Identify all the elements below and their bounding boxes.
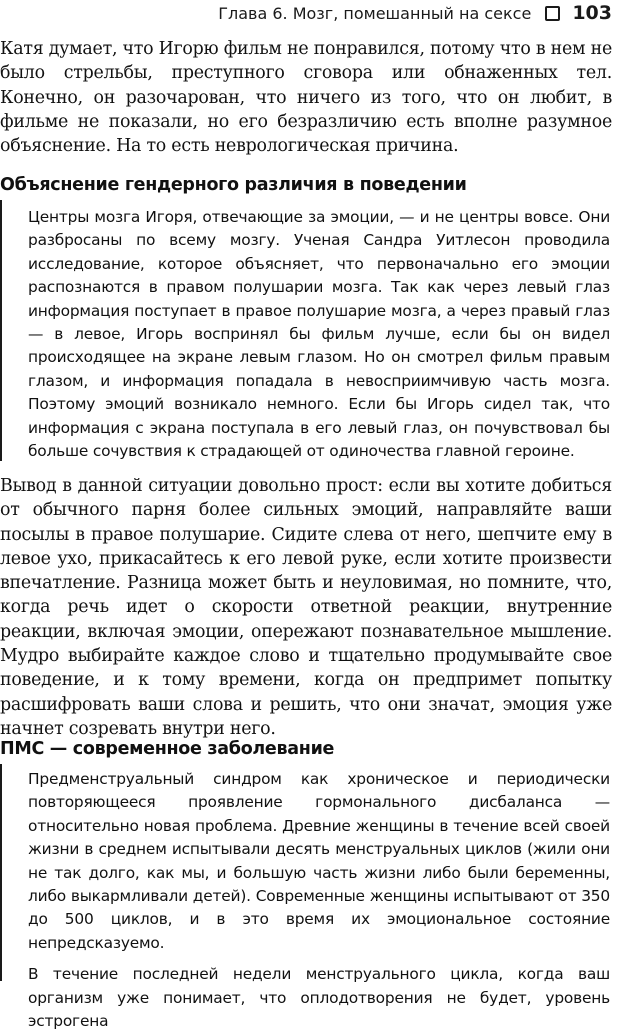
body-paragraph-2: Вывод в данной ситуации довольно прост: если вы хотите добиться от обычного парня более сильных эмоций, направляйте ваши посылы в правое полушарие. Сидите слева от него, шепчите ему в левое ухо, прикасайтесь к его левой руке, если хотите произвести впечатление. Разница может быть и неуловимая, но помните, что, когда речь идет о скорости ответной реакции, внутренние реакции, включая эмоции, опережают познавательное мышление. Мудро выбирайте каждое слово и тщательно продумывайте свое поведение, и к тому времени, когда он предпримет попытку расшифровать ваши слова и решить, что они значат, эмоция уже начнет созревать внутри него. (0, 476, 612, 739)
section-heading-pms: ПМС — современное заболевание (0, 739, 335, 759)
chapter-title: Глава 6. Мозг, помешанный на сексе (218, 3, 532, 23)
sidebar-paragraph-2a: Предменструальный синдром как хроническое и периодически повторяющееся проявление гормонального дисбаланса — относительно новая проблема. Древние женщины в течение всей своей жизни в среднем испытывали десять менструальных циклов (жили они не так долго, как мы, и большую часть жизни либо были беременны, либо выкармливали детей). Современные женщины испытывают от 350 до 500 циклов, и в это время их эмоциональное состояние непредсказуемо. (28, 770, 610, 952)
section-heading-gender-difference: Объяснение гендерного различия в поведении (0, 175, 467, 195)
sidebar-block-1 (0, 200, 610, 461)
body-paragraph-1: Катя думает, что Игорю фильм не понравился, потому что в нем не было стрельбы, преступного сговора или обнаженных тел. Конечно, он разочарован, что ничего из того, что он любит, в фильме не показали, но его безразличию есть вполне разумное объяснение. На то есть неврологическая причина. (0, 39, 612, 157)
checkbox-square-icon (545, 6, 560, 21)
running-header (218, 2, 612, 24)
sidebar-paragraph-2b: В течение последней недели менструального цикла, когда ваш организм уже понимает, что оплодотворения не будет, уровень эстрогена (28, 965, 610, 1031)
sidebar-paragraph-1: Центры мозга Игоря, отвечающие за эмоции, — и не центры вовсе. Они разбросаны по всему мозгу. Ученая Сандра Уитлесон проводила исследование, которое объясняет, что первоначально его эмоции распознаются в правом полушарии мозга. Так как через левый глаз информация поступает в правое полушарие мозга, а через правый глаз — в левое, Игорь воспринял бы фильм лучше, если бы он видел происходящее на экране левым глазом. Но он смотрел фильм правым глазом, и информация попадала в невосприимчивую часть мозга. Поэтому эмоций возникало немного. Если бы Игорь сидел так, что информация с экрана поступала в его левый глаз, он почувствовал бы больше сочувствия к страдающей от одиночества главной героине. (28, 208, 610, 461)
page-number: 103 (572, 2, 612, 24)
sidebar-block-2 (0, 764, 610, 1031)
